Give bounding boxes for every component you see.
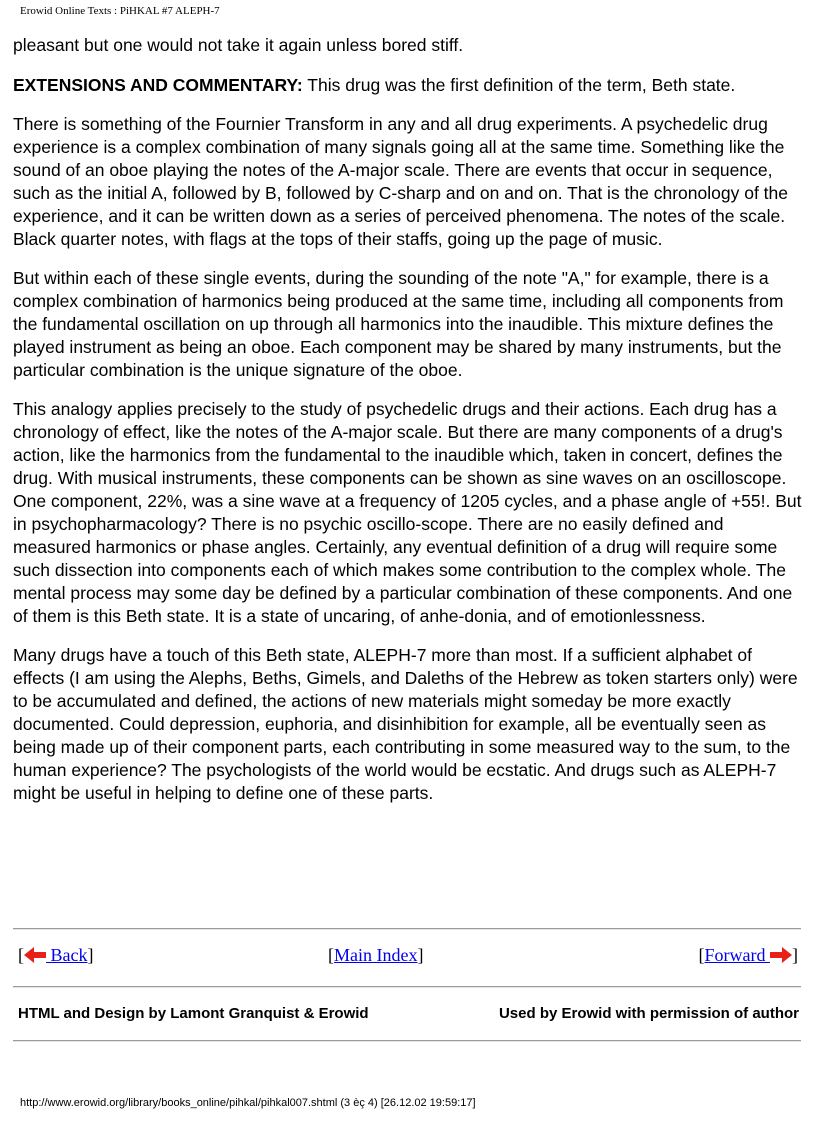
- commentary-text: This drug was the first definition of the term, Beth state.: [302, 75, 736, 95]
- print-footer-url: http://www.erowid.org/library/books_online/pihkal/pihkal007.shtml (3 èç 4) [26.12.02 19:59:17]: [20, 1097, 476, 1109]
- article-body: [13, 34, 803, 821]
- page-navigation: [18, 945, 798, 969]
- divider-top: [13, 928, 801, 930]
- paragraph-beth-state: Many drugs have a touch of this Beth state, ALEPH-7 more than most. If a sufficient alphabet of effects (I am using the Alephs, Beths, Gimels, and Daleths of the Hebrew as token starters only) were to be accumulated and defined, the actions of new materials might someday be more exactly documented. Could depression, euphoria, and disinhibition for example, all be eventually seen as being made up of their component parts, each contributing in some measured way to the sum, to the human experience? The psychologists of the world would be ecstatic. And drugs such as ALEPH-7 might be useful in helping to define one of these parts.: [13, 645, 798, 803]
- commentary-paragraph: [13, 74, 803, 97]
- main-index-link[interactable]: Main Index: [334, 945, 418, 965]
- intro-paragraph: pleasant but one would not take it again unless bored stiff.: [13, 35, 464, 55]
- nav-forward: [Forward ]: [698, 945, 798, 965]
- paragraph-fourier: There is something of the Fournier Transform in any and all drug experiments. A psychedelic drug experience is a complex combination of many signals going all at the same time. Something like the sound of an oboe playing the notes of the A-major scale. There are events that occur in sequence, such as the initial A, followed by B, followed by C-sharp and on and on. That is the chronology of the experience, and it can be written down as a series of perceived phenomena. The notes of the scale. Black quarter notes, with flags at the tops of their staffs, going up the page of music.: [13, 114, 789, 249]
- forward-label: Forward: [704, 945, 770, 965]
- divider-bottom: [13, 1040, 801, 1042]
- right-arrow-icon: [770, 947, 792, 963]
- left-arrow-icon: [24, 947, 46, 963]
- design-credit: HTML and Design by Lamont Granquist & Erowid: [18, 1005, 369, 1022]
- forward-link[interactable]: [705, 945, 793, 965]
- permission-credit: Used by Erowid with permission of author: [498, 1005, 799, 1022]
- divider-middle: [13, 986, 801, 988]
- nav-back: [ Back]: [18, 945, 94, 965]
- commentary-heading: EXTENSIONS AND COMMENTARY:: [13, 75, 303, 95]
- back-link[interactable]: [24, 945, 87, 965]
- right-arrow-shape: [770, 947, 792, 963]
- left-arrow-shape: [24, 947, 46, 963]
- paragraph-analogy: This analogy applies precisely to the study of psychedelic drugs and their actions. Each drug has a chronology of effect, like the notes of the A-major scale. But there are many components of a drug's action, like the harmonics from the fundamental to the inaudible which, taken in concert, defines the drug. With musical instruments, these components can be shown as sine waves on an oscilloscope. One component, 22%, was a sine wave at a frequency of 1205 cycles, and a phase angle of +55!. But in psychopharmacology? There is no psychic oscillo-scope. There are no easily defined and measured harmonics or phase angles. Certainly, any eventual definition of a drug will require some such dissection into components each of which makes some contribution to the complex whole. The mental process may some day be defined by a particular combination of these components. And one of them is this Beth state. It is a state of uncaring, of anhe-donia, and of emotionlessness.: [13, 399, 802, 626]
- print-header: Erowid Online Texts : PiHKAL #7 ALEPH-7: [20, 5, 220, 17]
- nav-main-index: [Main Index]: [328, 945, 424, 965]
- back-label: Back: [46, 945, 88, 965]
- paragraph-harmonics: But within each of these single events, during the sounding of the note "A," for example, there is a complex combination of harmonics being produced at the same time, including all components from the fundamental oscillation on up through all harmonics into the inaudible. This mixture defines the played instrument as being an oboe. Each component may be shared by many instruments, but the particular combination is the unique signature of the oboe.: [13, 268, 784, 380]
